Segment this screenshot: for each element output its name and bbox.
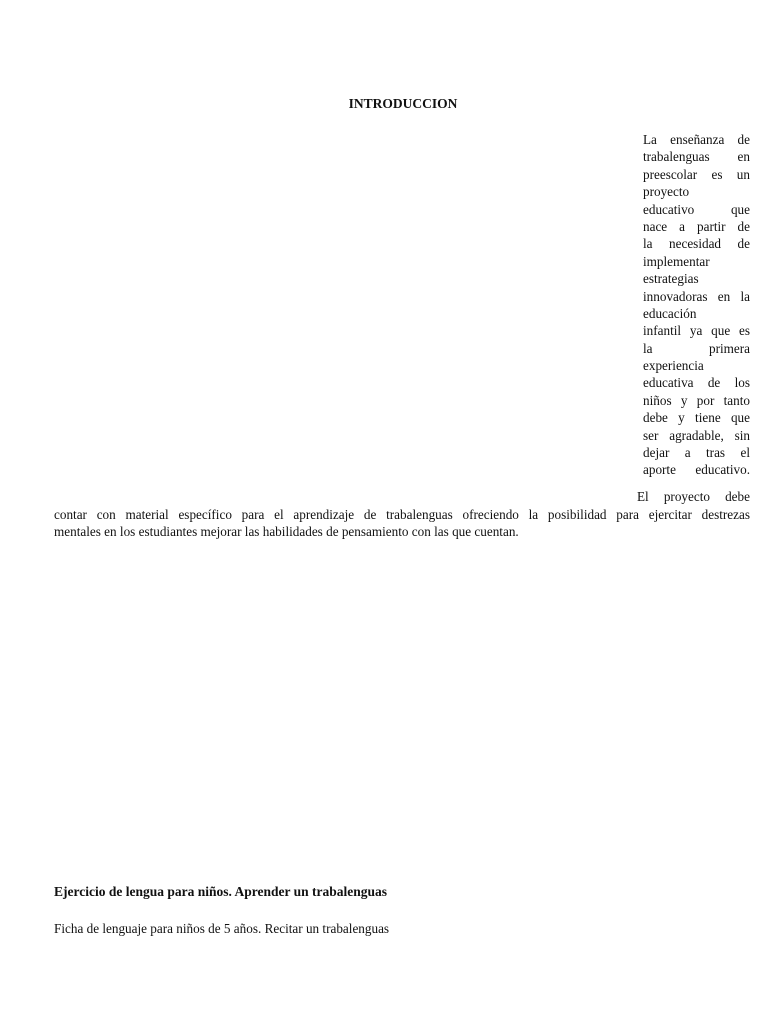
intro-line: la necesidad de	[643, 236, 750, 252]
intro-line: preescolar es un	[643, 166, 750, 182]
intro-continuation-paragraph	[54, 506, 750, 541]
intro-line: educación	[643, 305, 697, 321]
intro-line: infantil ya que es	[643, 323, 750, 339]
intro-line: dejar a tras el	[643, 445, 750, 461]
intro-line: educativo que	[643, 201, 750, 217]
continuation-line: mentales en los estudiantes mejorar las habilidades de pensamiento con las que cuentan.	[54, 524, 519, 540]
intro-line: La enseñanza de	[643, 132, 750, 147]
intro-line: estrategias	[643, 271, 699, 287]
intro-line: la primera	[643, 340, 750, 356]
continuation-first-line: El proyecto debe	[637, 489, 750, 504]
intro-line: nace a partir de	[643, 218, 750, 234]
intro-line: trabalenguas en	[643, 149, 750, 165]
intro-line: debe y tiene que	[643, 410, 750, 426]
intro-line: aporte educativo.	[643, 462, 750, 478]
intro-line: ser agradable, sin	[643, 427, 750, 443]
intro-line: educativa de los	[643, 375, 750, 391]
intro-line: niños y por tanto	[643, 392, 750, 408]
intro-paragraph-column	[643, 131, 750, 479]
intro-line: innovadoras en la	[643, 288, 750, 304]
exercise-heading: Ejercicio de lengua para niños. Aprender un trabalenguas	[54, 884, 388, 899]
continuation-line: contar con material específico para el aprendizaje de trabalenguas ofreciendo la posibilidad para ejercitar destrezas	[54, 507, 750, 522]
page-title: INTRODUCCION	[348, 96, 458, 111]
exercise-text: Ficha de lenguaje para niños de 5 años. Recitar un trabalenguas	[54, 921, 390, 936]
intro-line: proyecto	[643, 184, 690, 200]
intro-line: implementar	[643, 253, 710, 269]
intro-line: experiencia	[643, 358, 704, 374]
